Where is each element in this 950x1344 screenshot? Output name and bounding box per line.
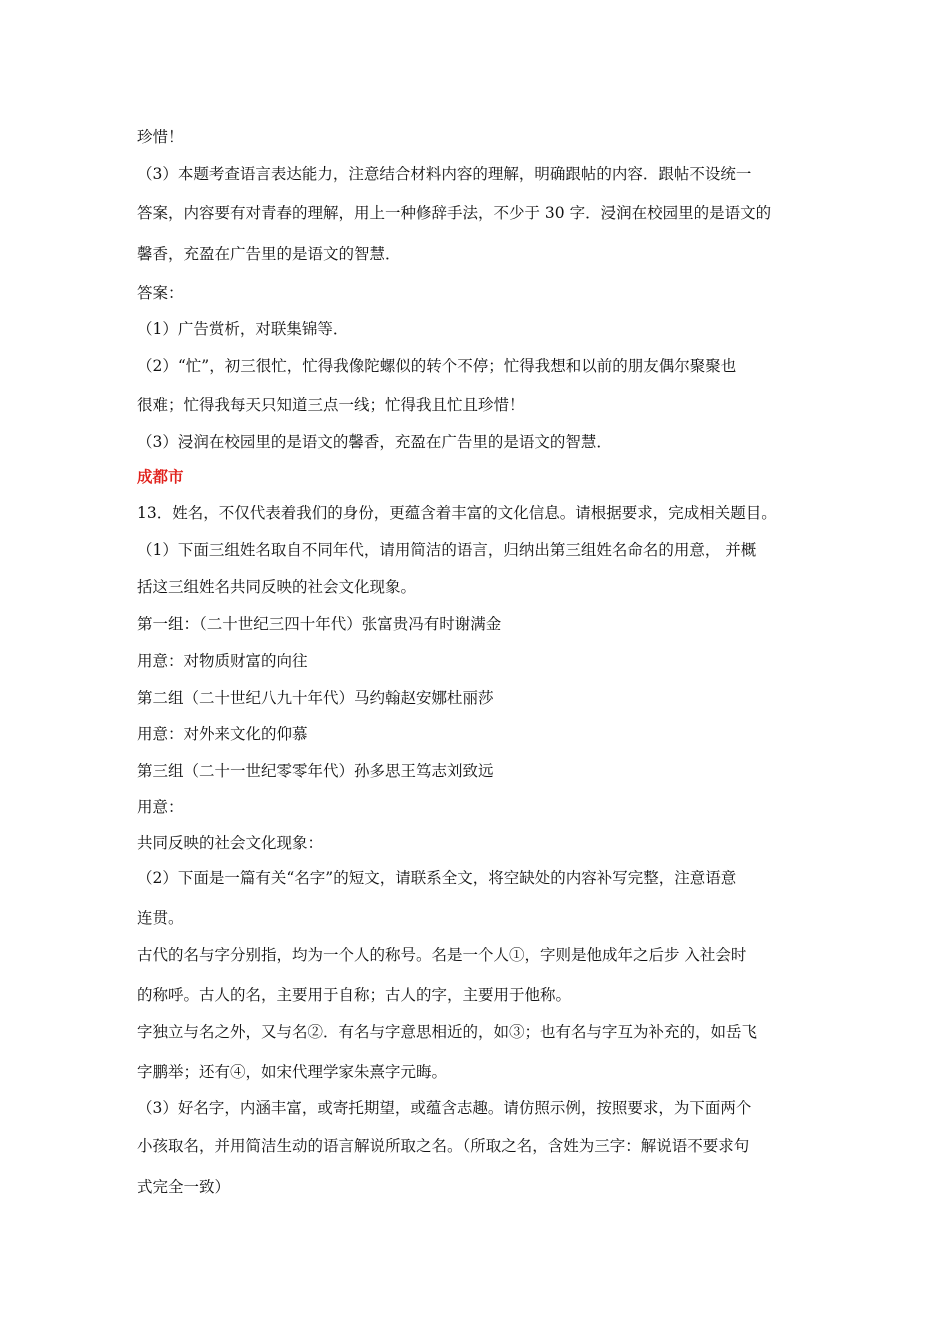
text-line: 古代的名与字分别指，均为一个人的称号。名是一个人①，字则是他成年之后步 入社会时: [137, 946, 747, 964]
text-line: 13．姓名，不仅代表着我们的身份，更蕴含着丰富的文化信息。请根据要求，完成相关题目。: [137, 504, 777, 522]
text-line: 用意：: [137, 798, 184, 816]
text-line: （3）好名字，内涵丰富，或寄托期望，或蕴含志趣。请仿照示例，按照要求，为下面两个: [137, 1099, 752, 1117]
text-line: 第一组：（二十世纪三四十年代）张富贵冯有时谢满金: [137, 615, 502, 633]
text-line: 字鹏举；还有④，如宋代理学家朱熹字元晦。: [137, 1063, 448, 1081]
text-line: 第三组（二十一世纪零零年代）孙多思王笃志刘致远: [137, 762, 494, 780]
text-line: 共同反映的社会文化现象：: [137, 834, 324, 852]
text-line: （2）“忙”，初三很忙，忙得我像陀螺似的转个不停；忙得我想和以前的朋友偶尔聚聚也: [137, 357, 737, 375]
text-line: 答案：: [137, 284, 184, 302]
text-line: 的称呼。古人的名，主要用于自称；古人的字，主要用于他称。: [137, 986, 572, 1004]
text-line: （1）广告赏析，对联集锦等．: [137, 320, 349, 338]
text-line: （3）浸润在校园里的是语文的馨香，充盈在广告里的是语文的智慧．: [137, 433, 612, 451]
text-line: 式完全一致）: [137, 1178, 231, 1196]
text-line: （1）下面三组姓名取自不同年代，请用简洁的语言，归纳出第三组姓名命名的用意， 并概: [137, 541, 757, 559]
text-line: 连贯。: [137, 909, 184, 927]
text-line: 用意：对物质财富的向往: [137, 652, 308, 670]
text-line: （3）本题考查语言表达能力，注意结合材料内容的理解，明确跟帖的内容．跟帖不设统一: [137, 165, 752, 183]
section-heading: 成都市: [137, 468, 184, 486]
text-line: （2）下面是一篇有关“名字”的短文，请联系全文，将空缺处的内容补写完整，注意语意: [137, 869, 737, 887]
text-line: 珍惜！: [137, 128, 184, 146]
text-line: 很难；忙得我每天只知道三点一线；忙得我且忙且珍惜！: [137, 396, 525, 414]
text-line: 字独立与名之外，又与名②．有名与字意思相近的，如③；也有名与字互为补充的，如岳飞: [137, 1023, 758, 1041]
text-line: 答案，内容要有对青春的理解，用上一种修辞手法，不少于 30 字．浸润在校园里的是语文的: [137, 204, 772, 222]
text-line: 小孩取名，并用简洁生动的语言解说所取之名。（所取之名，含姓为三字：解说语不要求句: [137, 1137, 750, 1155]
text-line: 括这三组姓名共同反映的社会文化现象。: [137, 578, 417, 596]
text-line: 用意：对外来文化的仰慕: [137, 725, 308, 743]
text-line: 馨香，充盈在广告里的是语文的智慧．: [137, 245, 401, 263]
text-line: 第二组（二十世纪八九十年代）马约翰赵安娜杜丽莎: [137, 689, 494, 707]
